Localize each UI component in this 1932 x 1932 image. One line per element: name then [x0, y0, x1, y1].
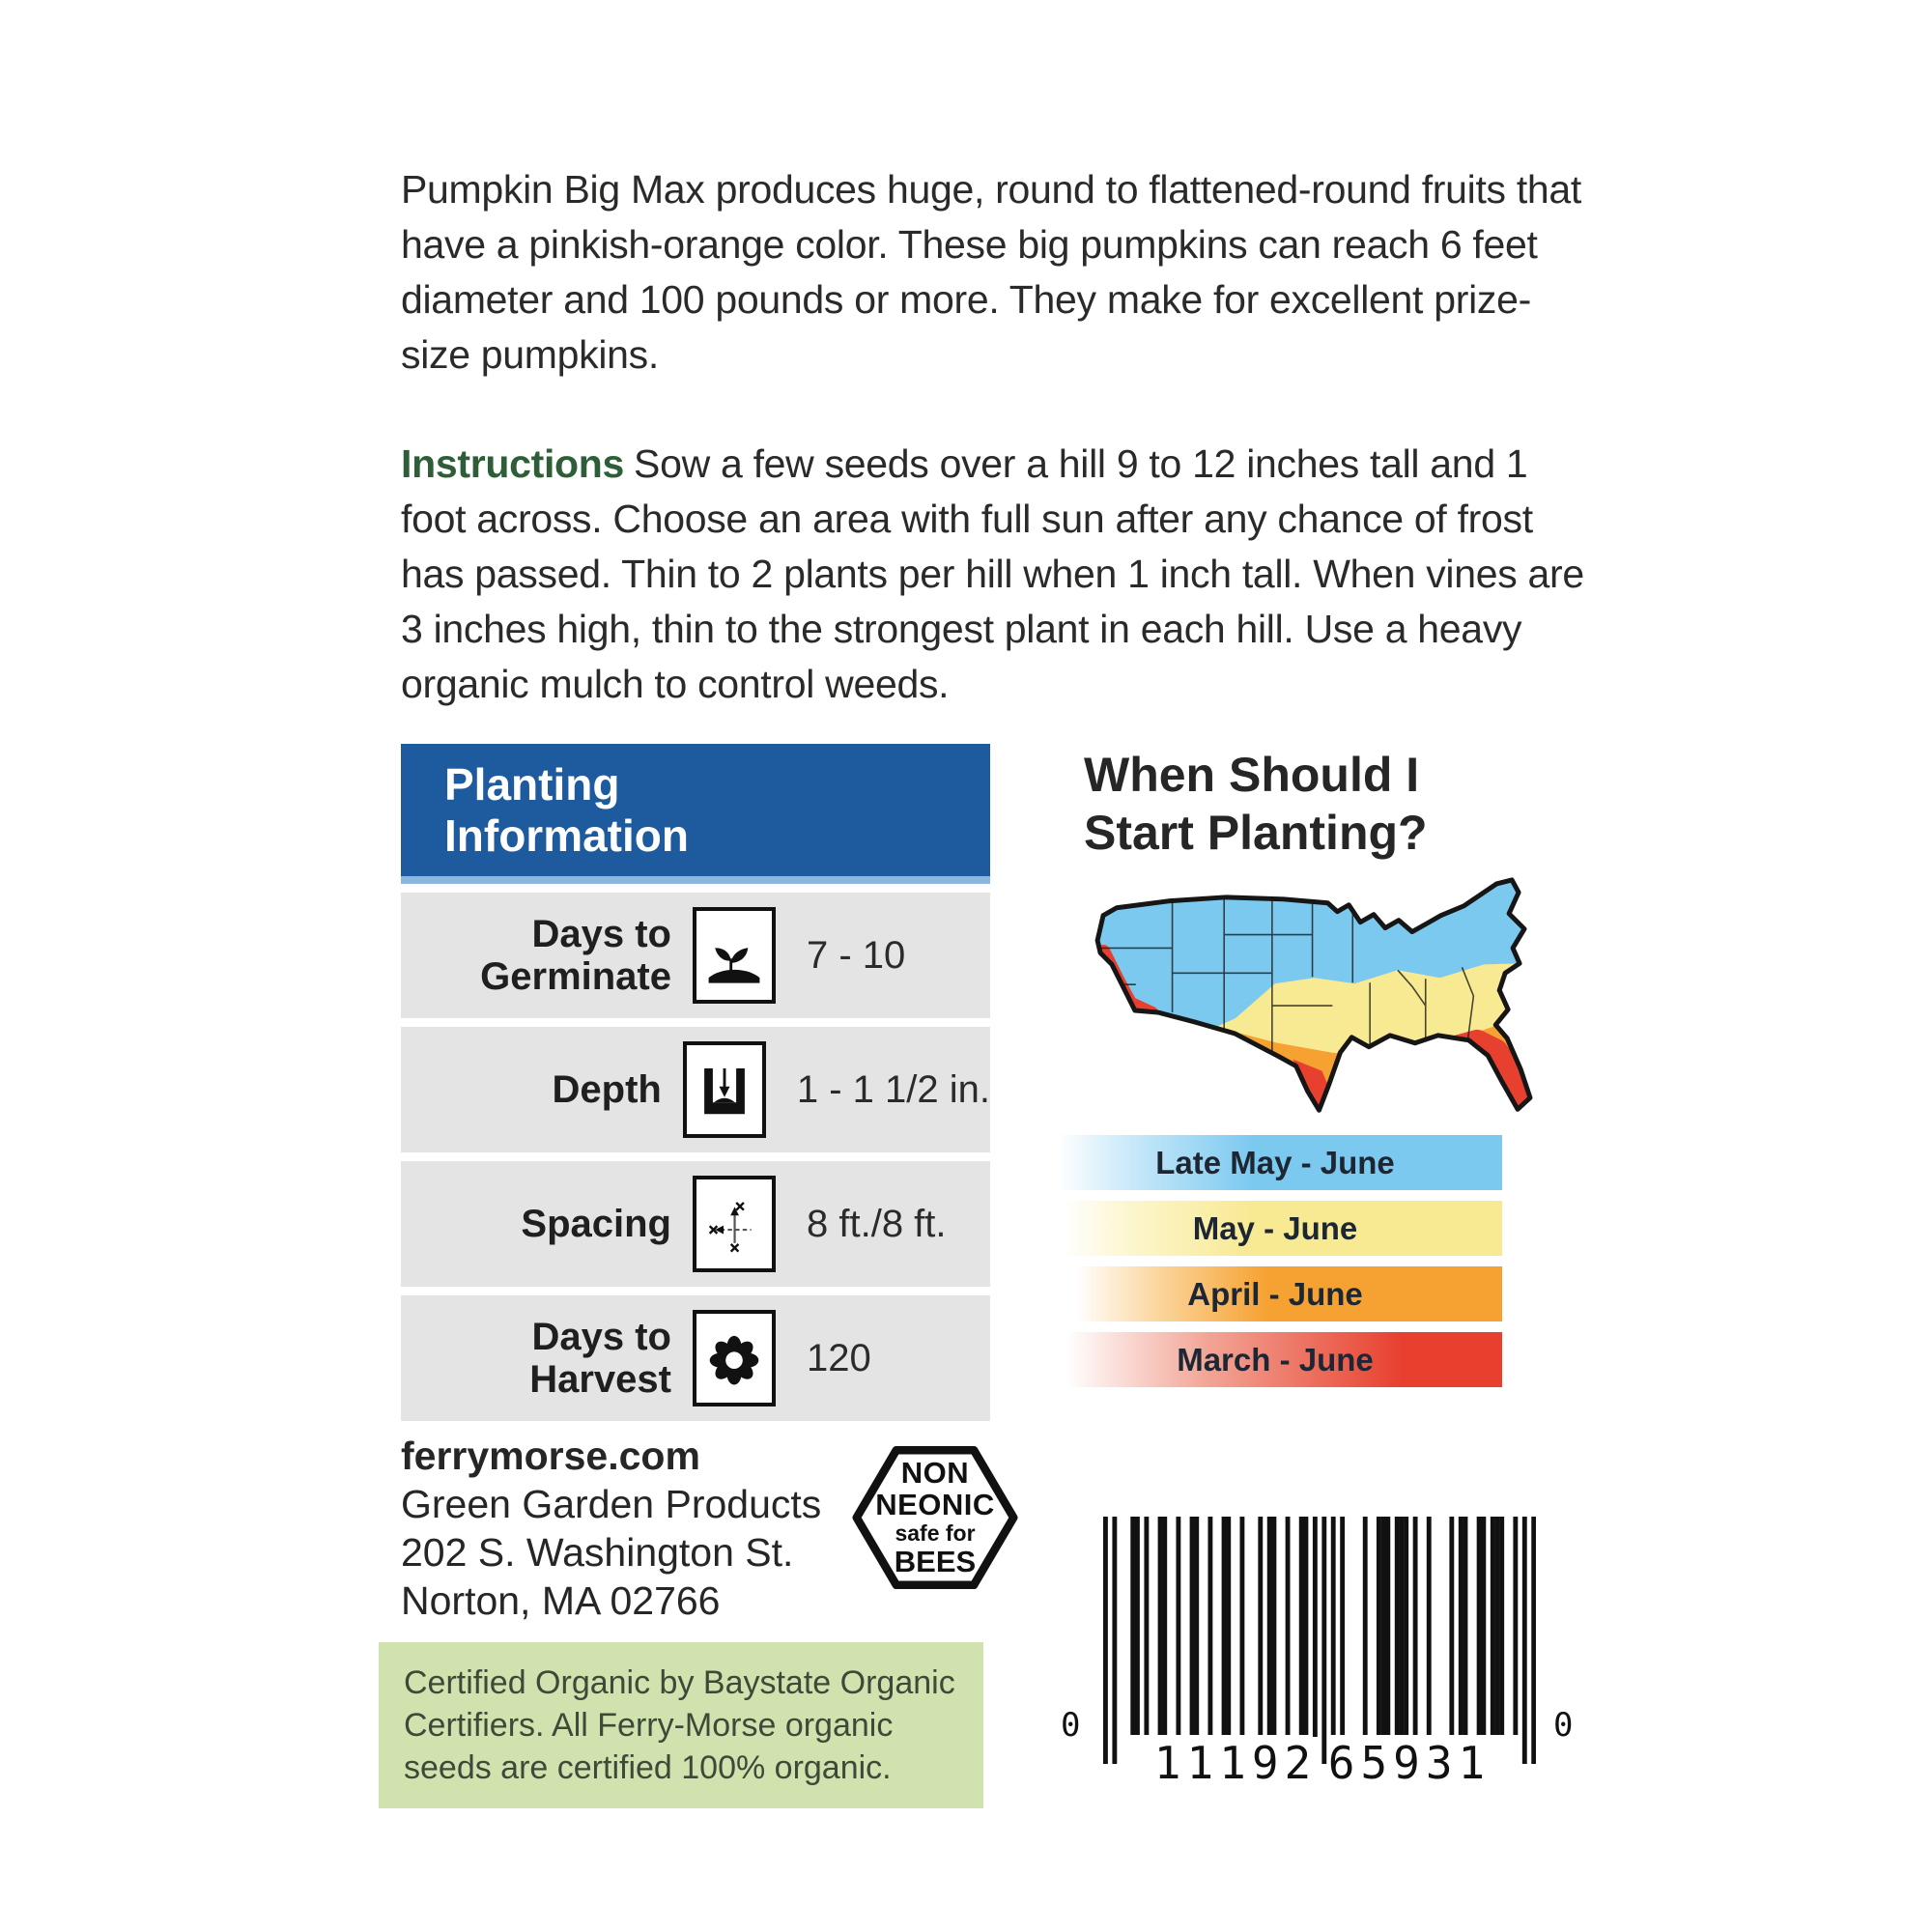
description-text: Pumpkin Big Max produces huge, round to flattened-round fruits that have a pinkish-orange color. These big pumpkins can reach 6 feet diameter and 100 pounds or more. They make for excellent prize-size pumpkins. — [401, 167, 1582, 377]
upc-barcode — [1061, 1517, 1574, 1806]
company-name: Green Garden Products — [401, 1482, 822, 1526]
legend-item — [1048, 1332, 1502, 1387]
legend-label: March - June — [1177, 1341, 1374, 1378]
row-label: Depth — [552, 1068, 662, 1111]
instructions-text: Sow a few seeds over a hill 9 to 12 inches tall and 1 foot across. Choose an area with full sun after any chance of frost has passed. Thin to 2 plants per hill when 1 inch tall. When vines are 3 inches high, thin to the strongest plant in each hill. Use a heavy organic mulch to control weeds. — [401, 441, 1584, 706]
table-row-days-to-harvest — [401, 1295, 990, 1421]
harvest-icon — [693, 1310, 776, 1406]
description-paragraph — [401, 162, 1599, 383]
row-label: Days to Harvest — [529, 1316, 671, 1401]
legend-label: April - June — [1187, 1275, 1363, 1312]
badge-line1: NON — [900, 1456, 970, 1490]
depth-icon — [683, 1041, 766, 1138]
instructions-label: Instructions — [401, 441, 625, 486]
table-row-spacing — [401, 1161, 990, 1287]
badge-line2: NEONIC — [875, 1488, 995, 1521]
badge-line3: safe for — [895, 1520, 976, 1546]
row-value: 8 ft./8 ft. — [807, 1202, 947, 1245]
row-value: 120 — [807, 1336, 871, 1379]
barcode-left-digits: 11192 — [1153, 1737, 1318, 1789]
legend-item — [1048, 1135, 1502, 1190]
row-value: 7 - 10 — [807, 933, 906, 977]
planting-info-title: Planting Information — [444, 758, 689, 861]
barcode-check-digit: 0 — [1553, 1706, 1574, 1745]
planting-legend — [1048, 1135, 1502, 1398]
us-planting-zones-map — [1080, 871, 1560, 1150]
badge-line4: BEES — [894, 1545, 977, 1578]
spacing-icon — [693, 1176, 776, 1272]
street-address: 202 S. Washington St. — [401, 1530, 794, 1575]
barcode-right-digits: 65931 — [1327, 1737, 1492, 1789]
row-label: Spacing — [521, 1203, 671, 1245]
barcode-bars — [1103, 1517, 1536, 1764]
table-row-days-to-germinate — [401, 893, 990, 1018]
barcode-number-system-digit: 0 — [1061, 1706, 1081, 1745]
row-label: Days to Germinate — [480, 913, 671, 998]
germinate-icon — [693, 907, 776, 1004]
non-neonic-badge — [852, 1441, 1018, 1594]
company-address-block — [401, 1432, 821, 1625]
planting-info-header — [401, 744, 990, 884]
legend-item — [1048, 1201, 1502, 1256]
legend-label: May - June — [1192, 1209, 1358, 1246]
legend-label: Late May - June — [1155, 1144, 1395, 1180]
legend-item — [1048, 1266, 1502, 1321]
instructions-paragraph — [401, 437, 1599, 712]
planting-info-table — [401, 744, 990, 1421]
table-row-depth — [401, 1027, 990, 1152]
row-value: 1 - 1 1/2 in. — [796, 1067, 990, 1111]
certified-organic-note: Certified Organic by Baystate Organic Certifiers. All Ferry-Morse organic seeds are certified 100% organic. — [379, 1642, 983, 1808]
when-to-plant-title: When Should I Start Planting? — [1084, 748, 1428, 860]
website-url: ferrymorse.com — [401, 1434, 700, 1478]
city-state-zip: Norton, MA 02766 — [401, 1578, 721, 1623]
